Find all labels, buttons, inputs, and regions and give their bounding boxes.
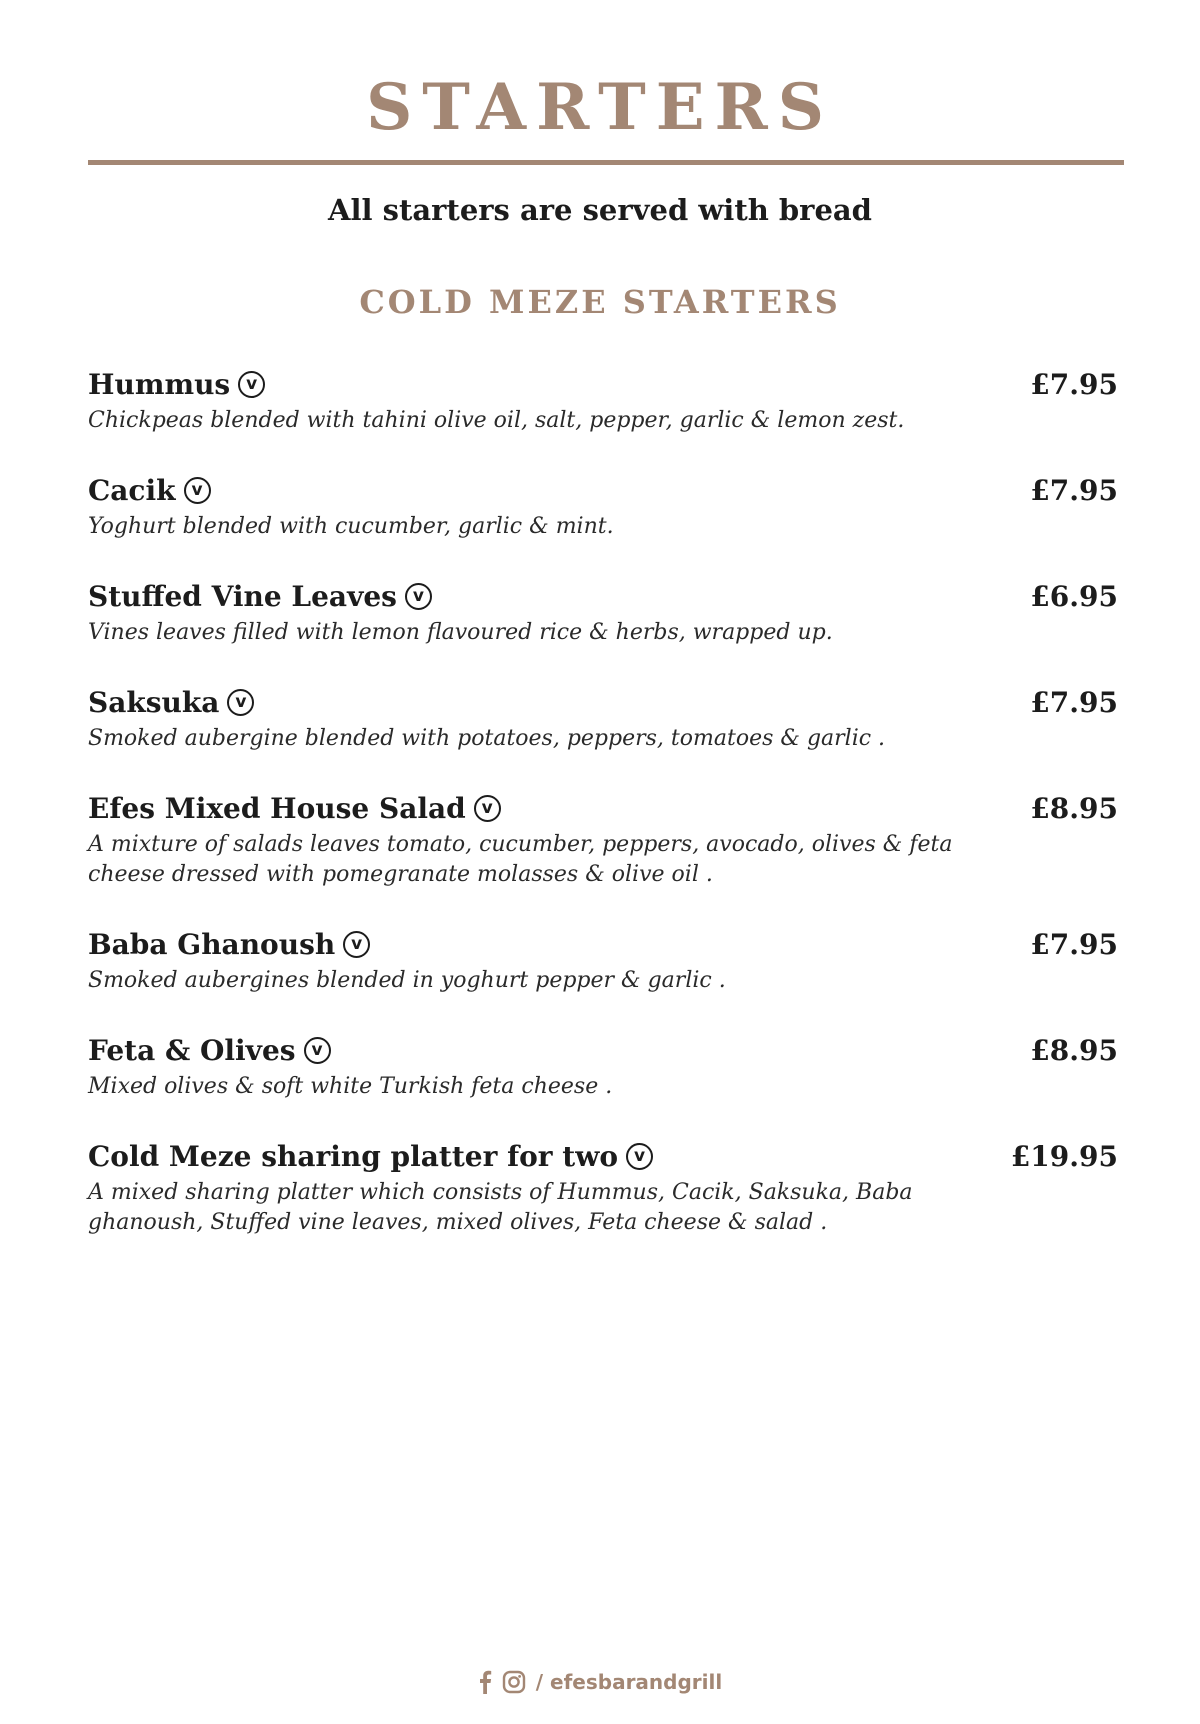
- item-description: A mixed sharing platter which consists of Hummus, Cacik, Saksuka, Baba ghanoush, Stuffed vine leaves, mixed olives, Feta cheese & salad .: [88, 1180, 913, 1235]
- item-description: Mixed olives & soft white Turkish feta cheese .: [88, 1074, 613, 1099]
- vegetarian-icon: v: [474, 795, 501, 822]
- instagram-icon[interactable]: [502, 1670, 526, 1694]
- menu-items: [88, 362, 1120, 1270]
- page-title: STARTERS: [366, 70, 834, 145]
- page-subtitle: All starters are served with bread: [328, 193, 872, 227]
- social-footer: [0, 1670, 1200, 1694]
- vegetarian-icon: v: [184, 477, 211, 504]
- item-description: Smoked aubergines blended in yoghurt pepper & garlic .: [88, 968, 726, 993]
- item-description: Chickpeas blended with tahini olive oil, salt, pepper, garlic & lemon zest.: [88, 408, 905, 433]
- item-price: £8.95: [1030, 791, 1118, 825]
- menu-item: [88, 1028, 1120, 1102]
- item-price: £8.95: [1030, 1033, 1118, 1067]
- item-name: Hummus: [88, 367, 231, 401]
- vegetarian-icon: v: [343, 931, 370, 958]
- item-price: £7.95: [1030, 473, 1118, 507]
- item-price: £7.95: [1030, 367, 1118, 401]
- item-price: £6.95: [1030, 579, 1118, 613]
- item-price: £19.95: [1010, 1139, 1118, 1173]
- item-name: Feta & Olives: [88, 1033, 296, 1067]
- item-name: Efes Mixed House Salad: [88, 791, 466, 825]
- menu-item: [88, 468, 1120, 542]
- menu-item: [88, 680, 1120, 754]
- item-name: Baba Ghanoush: [88, 927, 336, 961]
- item-price: £7.95: [1030, 927, 1118, 961]
- vegetarian-icon: v: [227, 689, 254, 716]
- vegetarian-icon: v: [626, 1143, 653, 1170]
- item-description: Smoked aubergine blended with potatoes, peppers, tomatoes & garlic .: [88, 726, 886, 751]
- item-description: Vines leaves filled with lemon flavoured rice & herbs, wrapped up.: [88, 620, 833, 645]
- facebook-icon[interactable]: [478, 1670, 492, 1694]
- item-name: Stuffed Vine Leaves: [88, 579, 397, 613]
- item-name: Cacik: [88, 473, 176, 507]
- menu-item: [88, 922, 1120, 996]
- item-description: A mixture of salads leaves tomato, cucumber, peppers, avocado, olives & feta cheese dressed with pomegranate molasses & olive oil .: [88, 832, 953, 887]
- section-title: COLD MEZE STARTERS: [359, 283, 841, 321]
- menu-item: [88, 1134, 1120, 1238]
- vegetarian-icon: v: [238, 371, 265, 398]
- item-name: Cold Meze sharing platter for two: [88, 1139, 619, 1173]
- vegetarian-icon: v: [304, 1037, 331, 1064]
- menu-item: [88, 786, 1120, 890]
- social-handle[interactable]: / efesbarandgrill: [535, 1670, 723, 1694]
- item-name: Saksuka: [88, 685, 220, 719]
- title-divider: [88, 160, 1124, 165]
- item-description: Yoghurt blended with cucumber, garlic & mint.: [88, 514, 614, 539]
- item-price: £7.95: [1030, 685, 1118, 719]
- vegetarian-icon: v: [405, 583, 432, 610]
- menu-item: [88, 574, 1120, 648]
- menu-item: [88, 362, 1120, 436]
